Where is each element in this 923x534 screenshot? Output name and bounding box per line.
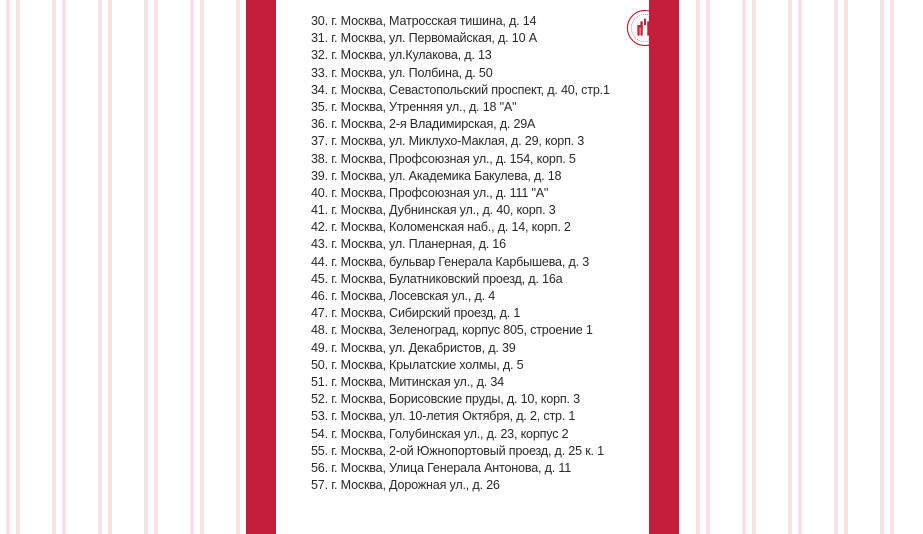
- address-item: 48. г. Москва, Зеленоград, корпус 805, строение 1: [311, 323, 593, 338]
- address-item: 33. г. Москва, ул. Полбина, д. 50: [311, 65, 493, 80]
- address-item: 44. г. Москва, бульвар Генерала Карбышева, д. 3: [311, 254, 589, 269]
- address-item: 34. г. Москва, Севастопольский проспект, д. 40, стр.1: [311, 82, 610, 97]
- address-item: 36. г. Москва, 2-я Владимирская, д. 29А: [311, 117, 536, 132]
- left-red-band: [246, 0, 276, 534]
- address-item: 47. г. Москва, Сибирский проезд, д. 1: [311, 306, 521, 321]
- address-item: 52. г. Москва, Борисовские пруды, д. 10, корп. 3: [311, 392, 580, 407]
- address-item: 31. г. Москва, ул. Первомайская, д. 10 А: [311, 31, 537, 46]
- address-item: 45. г. Москва, Булатниковский проезд, д. 16а: [311, 271, 563, 286]
- address-item: 40. г. Москва, Профсоюзная ул., д. 111 "А": [311, 185, 549, 200]
- address-panel: [276, 0, 649, 534]
- address-item: 43. г. Москва, ул. Планерная, д. 16: [311, 237, 506, 252]
- address-item: 56. г. Москва, Улица Генерала Антонова, д. 11: [311, 460, 572, 475]
- address-item: 46. г. Москва, Лосевская ул., д. 4: [311, 289, 495, 303]
- address-item: 38. г. Москва, Профсоюзная ул., д. 154, корп. 5: [311, 151, 576, 166]
- address-item: 39. г. Москва, ул. Академика Бакулева, д. 18: [311, 168, 562, 183]
- address-item: 42. г. Москва, Коломенская наб., д. 14, корп. 2: [311, 220, 571, 235]
- address-item: 37. г. Москва, ул. Миклухо-Маклая, д. 29, корп. 3: [311, 134, 585, 149]
- address-item: 35. г. Москва, Утренняя ул., д. 18 "А": [311, 99, 517, 114]
- address-item: 50. г. Москва, Крылатские холмы, д. 5: [311, 357, 524, 372]
- hands-emblem-icon: [626, 9, 664, 47]
- address-item: 49. г. Москва, ул. Декабристов, д. 39: [311, 340, 516, 355]
- address-item: 41. г. Москва, Дубнинская ул., д. 40, корп. 3: [311, 203, 556, 218]
- address-item: 32. г. Москва, ул.Кулакова, д. 13: [311, 48, 492, 63]
- address-list: [311, 13, 610, 494]
- address-item: 51. г. Москва, Митинская ул., д. 34: [311, 374, 504, 389]
- address-item: 54. г. Москва, Голубинская ул., д. 23, корпус 2: [311, 426, 569, 441]
- address-item: 53. г. Москва, ул. 10-летия Октября, д. 2, стр. 1: [311, 409, 576, 424]
- address-item: 57. г. Москва, Дорожная ул., д. 26: [311, 478, 500, 493]
- address-item: 55. г. Москва, 2-ой Южнопортовый проезд, д. 25 к. 1: [311, 443, 604, 458]
- address-item: 30. г. Москва, Матросская тишина, д. 14: [311, 14, 537, 28]
- right-red-band: [649, 0, 679, 534]
